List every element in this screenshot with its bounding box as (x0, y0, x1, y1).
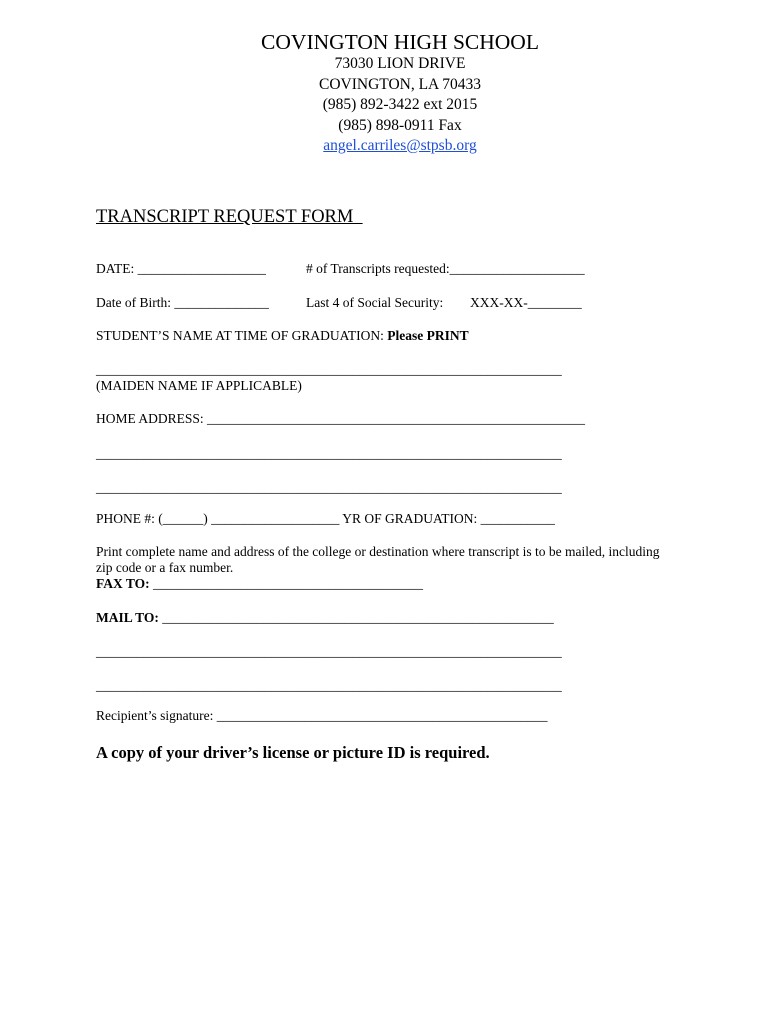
form-title: TRANSCRIPT REQUEST FORM (96, 207, 363, 227)
student-name-label-row (96, 328, 469, 344)
phone-grad-year-field[interactable]: PHONE #: (______) ___________________ YR OF GRADUATION: ___________ (96, 511, 555, 526)
mail-to-line-2[interactable]: _____________________________________________________________________ (96, 644, 562, 659)
home-address-line-2[interactable]: _____________________________________________________________________ (96, 446, 562, 461)
home-address-line-3[interactable]: _____________________________________________________________________ (96, 480, 562, 495)
fax-to-row[interactable] (96, 576, 423, 592)
home-address-field[interactable]: HOME ADDRESS: ________________________________________________________ (96, 411, 586, 426)
mail-to-field[interactable]: __________________________________________________________ (158, 610, 554, 625)
recipient-signature-field[interactable]: Recipient’s signature: _________________________________________________ (96, 708, 548, 723)
fax-to-field[interactable]: ________________________________________ (149, 576, 424, 591)
school-header (0, 30, 770, 157)
school-name: COVINGTON HIGH SCHOOL (261, 30, 539, 54)
mail-to-row[interactable] (96, 610, 554, 626)
city-state-zip: COVINGTON, LA 70433 (318, 75, 482, 93)
ssn-field[interactable]: XXX-XX-________ (470, 295, 582, 310)
date-of-birth-field[interactable]: Date of Birth: ______________ (96, 295, 269, 310)
instructions-line-1: Print complete name and address of the college or destination where transcript is to be mailed, including (96, 544, 660, 559)
instructions-line-2: zip code or a fax number. (96, 560, 234, 575)
id-required-notice: A copy of your driver’s license or picture ID is required. (96, 743, 490, 762)
fax-to-label: FAX TO: (96, 576, 150, 591)
maiden-name-label: (MAIDEN NAME IF APPLICABLE) (96, 378, 302, 393)
ssn-label: Last 4 of Social Security: (306, 295, 444, 310)
mail-to-label: MAIL TO: (96, 610, 159, 625)
mail-to-line-3[interactable]: _____________________________________________________________________ (96, 678, 562, 693)
date-field[interactable]: DATE: ___________________ (96, 261, 266, 276)
street-address: 73030 LION DRIVE (334, 55, 466, 72)
student-name-field[interactable]: _____________________________________________________________________ (96, 362, 562, 377)
fax-number: (985) 898-0911 Fax (338, 116, 462, 134)
student-name-label: STUDENT’S NAME AT TIME OF GRADUATION: (96, 328, 388, 343)
mailing-instructions (96, 544, 716, 576)
transcripts-requested-field[interactable]: # of Transcripts requested:____________________ (306, 261, 585, 276)
please-print-hint: Please PRINT (387, 328, 469, 343)
email-link[interactable]: angel.carriles@stpsb.org (323, 137, 477, 154)
phone-number: (985) 892-3422 ext 2015 (322, 96, 478, 113)
